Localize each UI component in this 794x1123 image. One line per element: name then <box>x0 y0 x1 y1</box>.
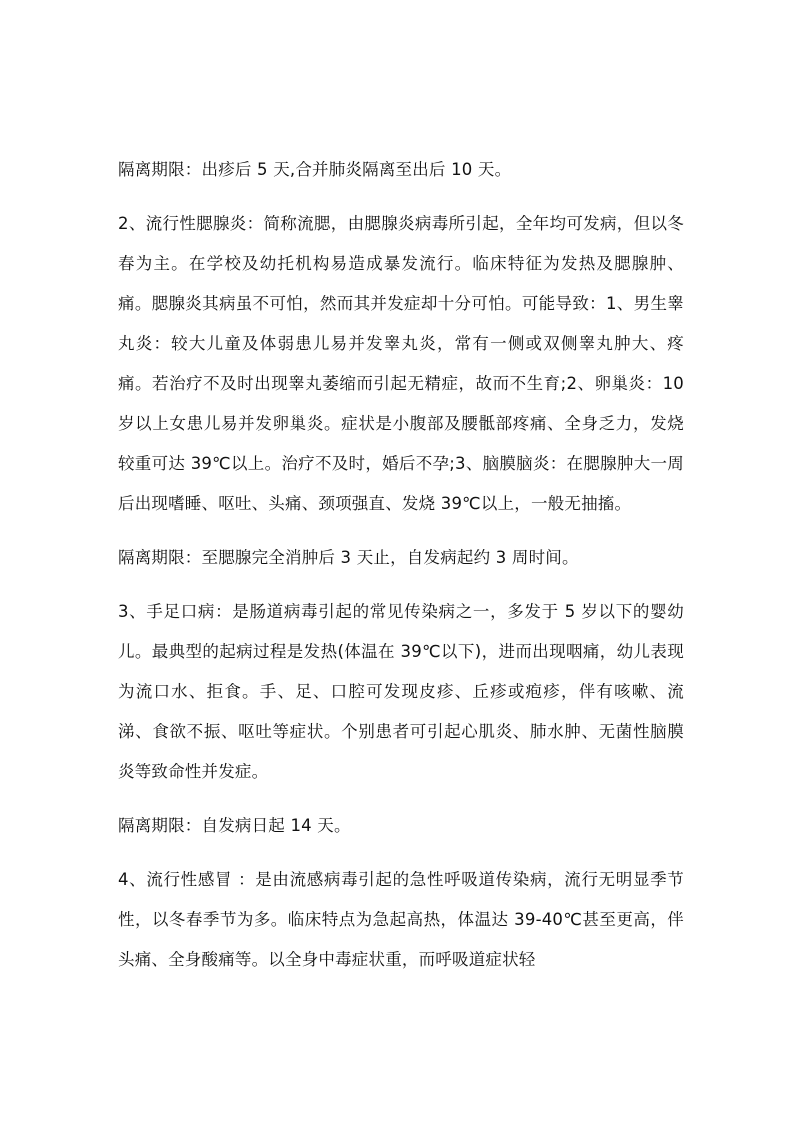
document-body <box>118 150 684 994</box>
paragraph-hand-foot-mouth: 3、手足口病：是肠道病毒引起的常见传染病之一，多发于 5 岁以下的婴幼儿。最典型的起病过程是发热(体温在 39℃以下)，进而出现咽痛，幼儿表现为流口水、拒食。手、足、口腔可发现皮疹、丘疹或疱疹，伴有咳嗽、流涕、食欲不振、呕吐等症状。个别患者可引起心肌炎、肺水肿、无菌性脑膜炎等致命性并发症。 <box>118 602 684 781</box>
paragraph-isolation-mumps: 隔离期限：至腮腺完全消肿后 3 天止，自发病起约 3 周时间。 <box>118 548 579 567</box>
paragraph-isolation-measles: 隔离期限：出疹后 5 天,合并肺炎隔离至出后 10 天。 <box>118 160 512 179</box>
paragraph-isolation-hfmd: 隔离期限：自发病日起 14 天。 <box>118 816 351 835</box>
paragraph-influenza: 4、流行性感冒 ：是由流感病毒引起的急性呼吸道传染病，流行无明显季节性，以冬春季节为多。临床特点为急起高热，体温达 39-40℃甚至更高，伴头痛、全身酸痛等。以全身中毒症状重，而呼吸道症状轻 <box>118 870 684 969</box>
paragraph-mumps: 2、流行性腮腺炎：简称流腮，由腮腺炎病毒所引起，全年均可发病，但以冬春为主。在学校及幼托机构易造成暴发流行。临床特征为发热及腮腺肿、痛。腮腺炎其病虽不可怕，然而其并发症却十分可怕。可能导致：1、男生睾丸炎：较大儿童及体弱患儿易并发睾丸炎，常有一侧或双侧睾丸肿大、疼痛。若治疗不及时出现睾丸萎缩而引起无精症，故而不生育;2、卵巢炎：10 岁以上女患儿易并发卵巢炎。症状是小腹部及腰骶部疼痛、全身乏力，发烧较重可达 39℃以上。治疗不及时，婚后不孕;3、脑膜脑炎：在腮腺肿大一周后出现嗜睡、呕吐、头痛、颈项强直、发烧 39℃以上，一般无抽搐。 <box>118 214 684 513</box>
